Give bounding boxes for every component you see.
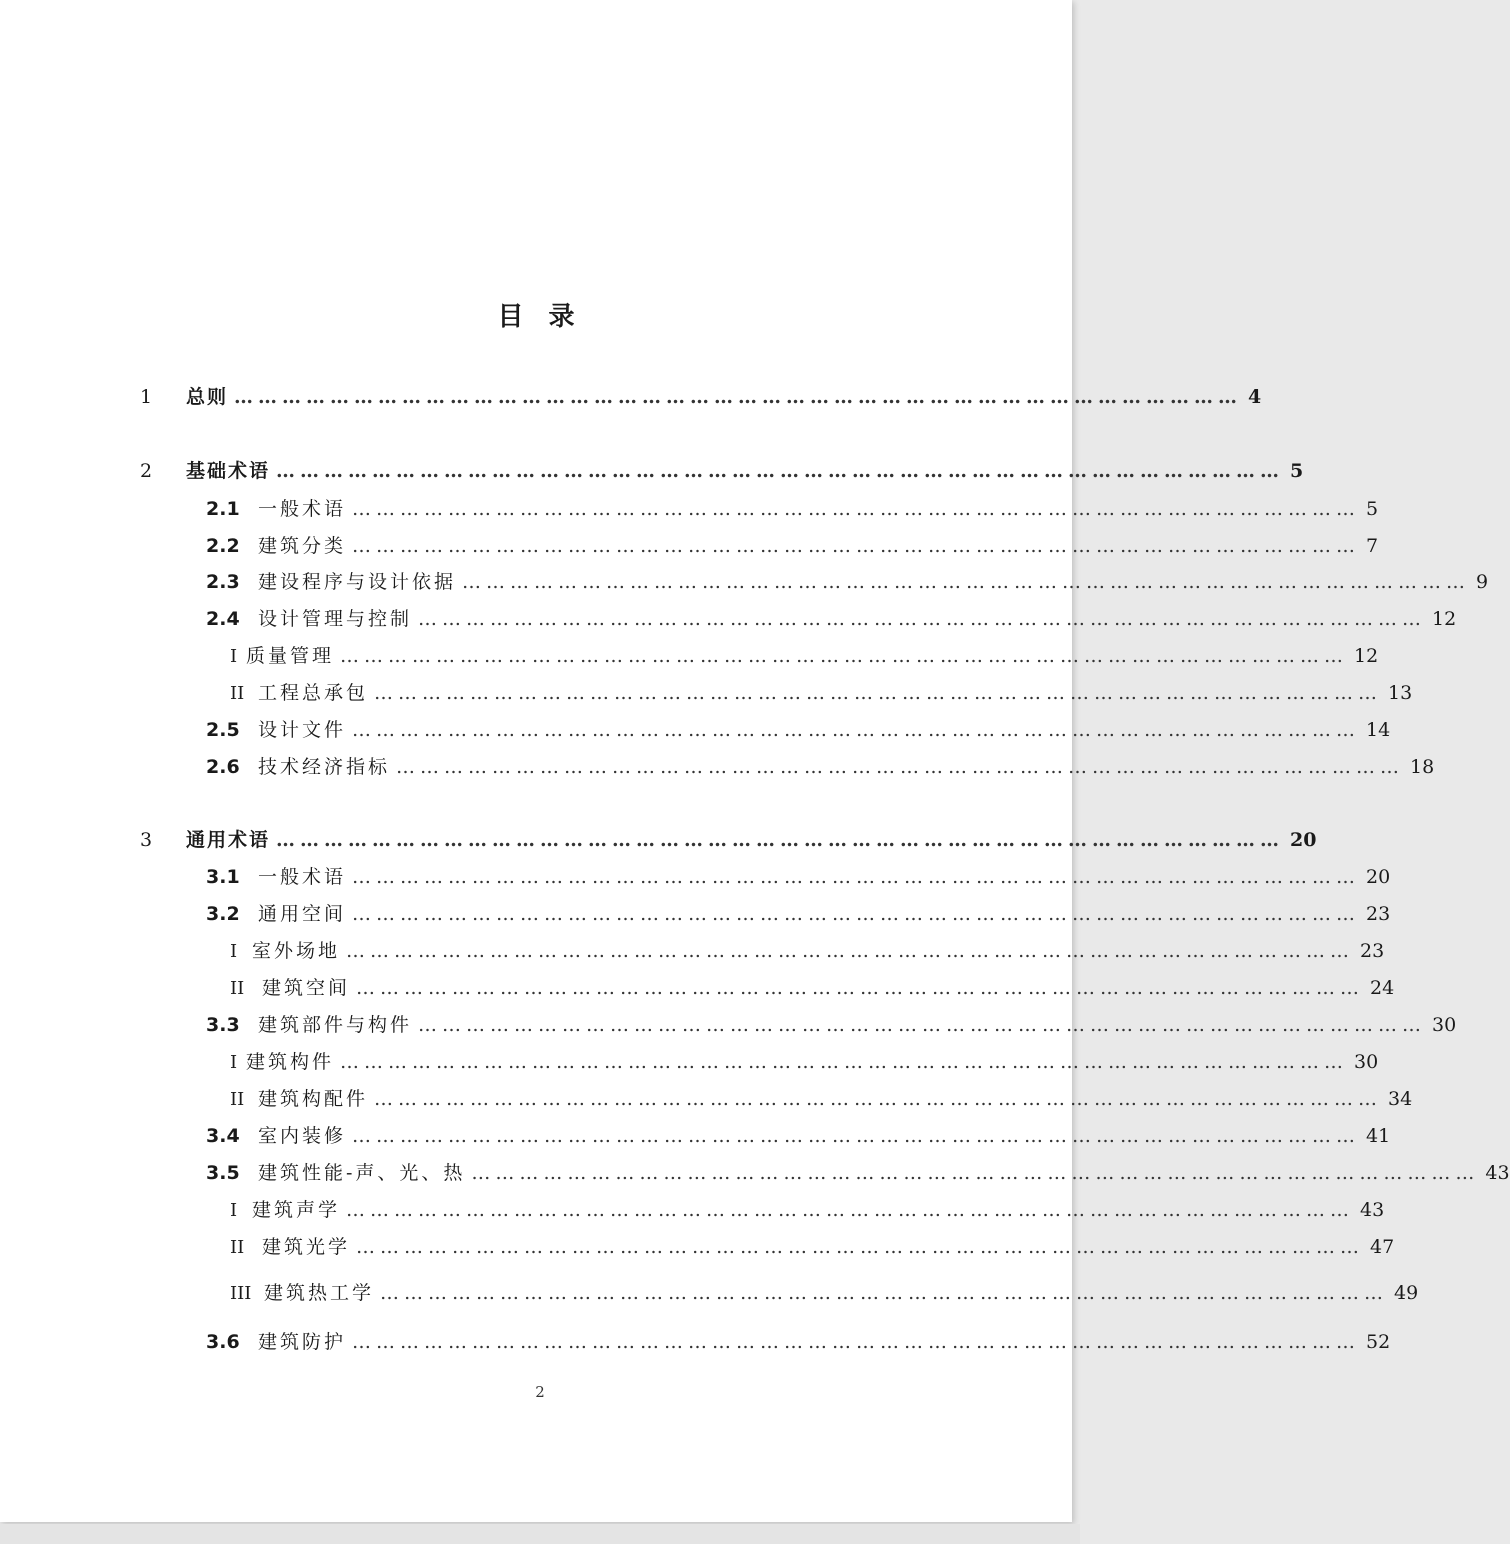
toc-label: 建筑部件与构件 <box>258 1014 413 1036</box>
toc-label: 建筑构配件 <box>258 1088 369 1110</box>
toc-number: 2.6 <box>206 756 240 778</box>
toc-leader-dots: ……………………………………………………………………………………………………………… <box>352 719 1361 741</box>
toc-page-number: 47 <box>1370 1236 1395 1258</box>
toc-section-3-1[interactable] <box>206 862 1391 892</box>
toc-number: I <box>230 646 238 667</box>
toc-leader-dots: ……………………………………………………………………………………………………………… <box>418 1014 1427 1036</box>
toc-leader-dots: ……………………………………………………………………………………………………………… <box>352 498 1361 520</box>
toc-section-3-4[interactable] <box>206 1121 1391 1151</box>
toc-label: 通用术语 <box>186 829 271 851</box>
toc-label: 建筑分类 <box>258 535 347 557</box>
toc-number: 3.3 <box>206 1014 240 1036</box>
toc-subsection-2-4-i[interactable] <box>230 641 1379 671</box>
toc-label: 总则 <box>186 386 229 408</box>
toc-page-number: 18 <box>1410 756 1435 778</box>
toc-number: I <box>230 1052 238 1073</box>
toc-leader-dots: ……………………………………………………………………………………………………………… <box>352 1125 1361 1147</box>
toc-page-number: 20 <box>1290 829 1317 851</box>
toc-page-number: 41 <box>1366 1125 1391 1147</box>
toc-section-2-1[interactable] <box>206 494 1379 524</box>
toc-leader-dots: ……………………………………………………………………………………………………………… <box>234 386 1243 408</box>
toc-number: 3.4 <box>206 1125 240 1147</box>
toc-label: 质量管理 <box>246 645 335 667</box>
toc-label: 建设程序与设计依据 <box>258 571 457 593</box>
toc-leader-dots: ……………………………………………………………………………………………………………… <box>346 1199 1355 1221</box>
toc-leader-dots: ……………………………………………………………………………………………………………… <box>418 608 1427 630</box>
toc-page-number: 9 <box>1476 571 1489 593</box>
toc-number: III <box>230 1283 252 1304</box>
footer-page-number: 2 <box>535 1383 545 1401</box>
toc-leader-dots: ……………………………………………………………………………………………………………… <box>462 571 1471 593</box>
toc-page-number: 5 <box>1290 460 1304 482</box>
toc-leader-dots: ……………………………………………………………………………………………………………… <box>374 1088 1383 1110</box>
toc-subsection-3-5-i[interactable] <box>230 1195 1385 1225</box>
toc-leader-dots: ……………………………………………………………………………………………………………… <box>471 1162 1480 1184</box>
toc-number: I <box>230 941 238 962</box>
toc-label: 一般术语 <box>258 866 347 888</box>
toc-page-number: 52 <box>1366 1331 1391 1353</box>
toc-leader-dots: ……………………………………………………………………………………………………………… <box>340 645 1349 667</box>
toc-label: 建筑空间 <box>262 977 351 999</box>
toc-leader-dots: ……………………………………………………………………………………………………………… <box>352 866 1361 888</box>
toc-leader-dots: ……………………………………………………………………………………………………………… <box>356 977 1365 999</box>
toc-page-number: 5 <box>1366 498 1379 520</box>
toc-number: 2.4 <box>206 608 240 630</box>
toc-page-number: 20 <box>1366 866 1391 888</box>
toc-page-number: 12 <box>1354 645 1379 667</box>
toc-page-number: 23 <box>1360 940 1385 962</box>
toc-label: 室内装修 <box>258 1125 347 1147</box>
toc-label: 技术经济指标 <box>258 756 391 778</box>
toc-subsection-3-5-ii[interactable] <box>230 1232 1395 1262</box>
toc-number: 1 <box>140 386 153 408</box>
toc-label: 一般术语 <box>258 498 347 520</box>
toc-label: 建筑构件 <box>246 1051 335 1073</box>
toc-number: 2.3 <box>206 571 240 593</box>
viewer-bottom-band <box>0 1524 1080 1544</box>
toc-chapter-1[interactable] <box>140 382 1262 412</box>
toc-section-2-2[interactable] <box>206 531 1379 561</box>
toc-label: 建筑声学 <box>252 1199 341 1221</box>
toc-leader-dots: ……………………………………………………………………………………………………………… <box>276 460 1285 482</box>
toc-subsection-3-3-i[interactable] <box>230 1047 1379 1077</box>
toc-leader-dots: ……………………………………………………………………………………………………………… <box>380 1282 1389 1304</box>
toc-number: 2.2 <box>206 535 240 557</box>
toc-label: 设计文件 <box>258 719 347 741</box>
toc-leader-dots: ……………………………………………………………………………………………………………… <box>356 1236 1365 1258</box>
toc-section-3-6[interactable] <box>206 1327 1391 1357</box>
toc-section-2-4[interactable] <box>206 604 1457 634</box>
toc-leader-dots: ……………………………………………………………………………………………………………… <box>352 903 1361 925</box>
toc-number: 3 <box>140 829 153 851</box>
toc-page-number: 43 <box>1360 1199 1385 1221</box>
toc-section-3-2[interactable] <box>206 899 1391 929</box>
toc-label: 基础术语 <box>186 460 271 482</box>
toc-leader-dots: ……………………………………………………………………………………………………………… <box>276 829 1285 851</box>
toc-page-number: 43 <box>1485 1162 1510 1184</box>
toc-number: II <box>230 978 245 999</box>
toc-page-number: 14 <box>1366 719 1391 741</box>
toc-page-number: 12 <box>1432 608 1457 630</box>
toc-label: 设计管理与控制 <box>258 608 413 630</box>
toc-page-number: 34 <box>1388 1088 1413 1110</box>
toc-section-2-3[interactable] <box>206 567 1489 597</box>
toc-number: 2.5 <box>206 719 240 741</box>
toc-page-number: 30 <box>1432 1014 1457 1036</box>
toc-page-number: 7 <box>1366 535 1379 557</box>
toc-section-2-5[interactable] <box>206 715 1391 745</box>
toc-number: 3.2 <box>206 903 240 925</box>
toc-label: 工程总承包 <box>258 682 369 704</box>
toc-page-number: 49 <box>1394 1282 1419 1304</box>
toc-subsection-2-4-ii[interactable] <box>230 678 1413 708</box>
toc-label: 建筑光学 <box>262 1236 351 1258</box>
toc-section-2-6[interactable] <box>206 752 1435 782</box>
toc-subsection-3-5-iii[interactable] <box>230 1278 1419 1308</box>
toc-leader-dots: ……………………………………………………………………………………………………………… <box>374 682 1383 704</box>
toc-number: 3.5 <box>206 1162 240 1184</box>
toc-label: 通用空间 <box>258 903 347 925</box>
toc-number: II <box>230 1089 245 1110</box>
toc-label: 建筑热工学 <box>264 1282 375 1304</box>
toc-subsection-3-3-ii[interactable] <box>230 1084 1413 1114</box>
toc-leader-dots: ……………………………………………………………………………………………………………… <box>352 1331 1361 1353</box>
toc-number: 2 <box>140 460 153 482</box>
toc-leader-dots: ……………………………………………………………………………………………………………… <box>396 756 1405 778</box>
toc-page-number: 4 <box>1248 386 1262 408</box>
toc-leader-dots: ……………………………………………………………………………………………………………… <box>340 1051 1349 1073</box>
toc-number: II <box>230 1237 245 1258</box>
toc-number: 3.6 <box>206 1331 240 1353</box>
toc-subsection-3-2-ii[interactable] <box>230 973 1395 1003</box>
toc-number: 2.1 <box>206 498 240 520</box>
toc-page-number: 13 <box>1388 682 1413 704</box>
toc-chapter-3[interactable] <box>140 825 1317 855</box>
toc-section-3-5[interactable] <box>206 1158 1510 1188</box>
toc-leader-dots: ……………………………………………………………………………………………………………… <box>346 940 1355 962</box>
toc-page-number: 30 <box>1354 1051 1379 1073</box>
page-title: 目 录 <box>497 302 583 332</box>
toc-number: I <box>230 1200 238 1221</box>
toc-subsection-3-2-i[interactable] <box>230 936 1385 966</box>
toc-number: II <box>230 683 245 704</box>
toc-leader-dots: ……………………………………………………………………………………………………………… <box>352 535 1361 557</box>
toc-page-number: 23 <box>1366 903 1391 925</box>
toc-label: 建筑性能-声、光、热 <box>258 1162 466 1184</box>
toc-page-number: 24 <box>1370 977 1395 999</box>
toc-chapter-2[interactable] <box>140 456 1304 486</box>
toc-label: 室外场地 <box>252 940 341 962</box>
toc-section-3-3[interactable] <box>206 1010 1457 1040</box>
toc-label: 建筑防护 <box>258 1331 347 1353</box>
toc-number: 3.1 <box>206 866 240 888</box>
